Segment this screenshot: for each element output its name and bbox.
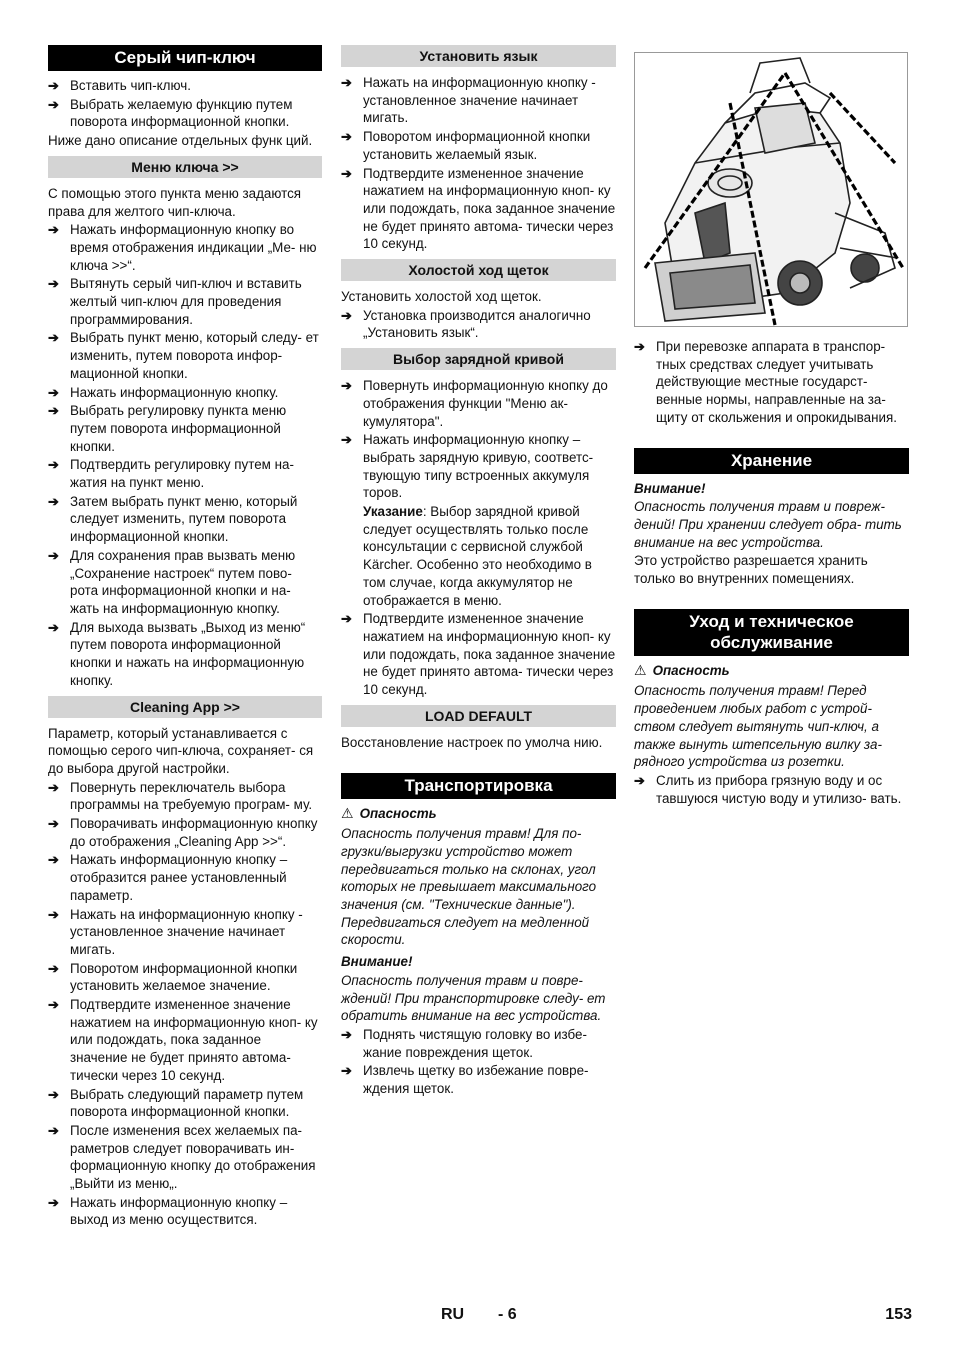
paragraph: С помощью этого пункта меню задаются права для желтого чип-ключа. [48,185,302,219]
list-item: ➔ Поворотом информационной кнопки установить желаемое значение. [48,960,298,994]
note-text: : Выбор зарядной кривой следует осуществлять только после консультации с сервисной службой Kärcher. Особенно это необходимо в том случае, когда аккумулятор не отображается в меню. [363,504,592,608]
danger-label: ⚠ Опасность [341,804,437,821]
heading-transport: Транспортировка [341,773,616,799]
warning-triangle-icon: ⚠ [341,804,354,821]
list-item: ➔ Подтвердите измененное значение нажатием на информационную кноп- ку или подождать, пока заданное значение не будет принято автома- тически через 10 секунд. [341,165,616,252]
list-item: ➔ Выбрать желаемую функцию путем поворота информационной кнопки. [48,96,293,130]
list-item: ➔ Затем выбрать пункт меню, который следует изменить, путем поворота информационной кнопки. [48,493,298,545]
list-item: ➔ Нажать на информационную кнопку - установленное значение начинает мигать. [48,906,303,957]
danger-text: Опасность получения травм! Перед проведением любых работ с устрой- ством следует вытянуть чип-ключ, а также вынуть штепсельную вилку за- рядного устройства из розетки. [634,683,882,770]
heading-charge-curve: Выбор зарядной кривой [341,348,616,370]
list-item: ➔ После изменения всех желаемых па- раметров следует поворачивать ин- формационную кнопку до отображения „Выйти из меню„. [48,1122,316,1192]
heading-load-default: LOAD DEFAULT [341,705,616,727]
arrow-right-icon: ➔ [48,403,59,419]
list-item: ➔ Выбрать пункт меню, который следу- ет изменить, путем поворота инфор- мационной кнопки. [48,330,319,381]
list-item: ➔ Повернуть информационную кнопку до отображения функции "Меню ак- кумулятора". [341,378,608,429]
list-item: ➔ Выбрать следующий параметр путем поворота информационной кнопки. [48,1086,304,1120]
list-item: ➔ Поднять чистящую головку во избе- жание повреждения щеток. [341,1026,587,1060]
arrow-right-icon: ➔ [341,378,352,394]
arrow-right-icon: ➔ [48,78,59,93]
heading-cleaning-app: Cleaning App >> [48,696,322,718]
arrow-right-icon: ➔ [634,772,645,788]
arrow-right-icon: ➔ [48,960,59,976]
list-item: ➔ Подтвердить регулировку путем на- жатия на пункт меню. [48,457,294,491]
heading-set-language: Установить язык [341,45,616,67]
list-item: ➔ Выбрать регулировку пункта меню путем поворота информационной кнопки. [48,403,287,454]
arrow-right-icon: ➔ [48,906,59,922]
attention-label: Внимание! [634,480,706,496]
arrow-right-icon: ➔ [48,222,59,238]
list-item: ➔ Нажать информационную кнопку во время отображения индикации „Ме- ню ключа >>“. [48,222,317,273]
list-item: ➔ При перевозке аппарата в транспор- тных средствах следует учитывать действующие местные государст- венные нормы, направленные на за- щиту от скольжения и опрокидывания. [634,339,897,425]
list-item: ➔ Для выхода вызвать „Выход из меню“ путем поворота информационной кнопки и нажать на информационную кнопку. [48,619,306,688]
list-item: ➔ Нажать информационную кнопку – отобразится ранее установленный параметр. [48,852,288,903]
arrow-right-icon: ➔ [48,384,59,400]
column-1 [48,45,322,1230]
arrow-right-icon: ➔ [341,165,352,181]
arrow-right-icon: ➔ [341,307,352,323]
arrow-right-icon: ➔ [48,547,59,563]
danger-label: ⚠ Опасность [634,661,730,678]
machine-transport-illustration [634,52,908,327]
list-item: ➔ Извлечь щетку во избежание повре- ждения щеток. [341,1063,589,1097]
arrow-right-icon: ➔ [48,816,59,832]
arrow-right-icon: ➔ [48,276,59,292]
arrow-right-icon: ➔ [48,779,59,795]
warning-triangle-icon: ⚠ [634,661,647,678]
arrow-right-icon: ➔ [634,339,645,354]
heading-key-menu: Меню ключа >> [48,156,322,178]
paragraph: Параметр, который устанавливается с помощью серого чип-ключа, сохраняет- ся до выбора другой настройки. [48,725,314,776]
heading-grey-chip-key: Серый чип-ключ [48,45,322,71]
attention-text: Опасность получения травм и повреж- дений! При хранении следует обра- тить внимание на вес устройства. [634,499,902,550]
arrow-right-icon: ➔ [48,852,59,868]
arrow-right-icon: ➔ [48,1194,59,1210]
arrow-right-icon: ➔ [341,75,352,90]
list-item: ➔ Подтвердите измененное значение нажатием на информационную кноп- ку или подождать, пока заданное значение не будет принято автома- тически через 10 секунд. [341,611,616,698]
list-item: ➔ Для сохранения прав вызвать меню „Сохранение настроек“ путем пово- рота информационной кнопки и на- жать на информационную кнопку. [48,547,296,616]
arrow-right-icon: ➔ [48,457,59,473]
language-code: RU [441,1306,465,1323]
list-item: ➔ Поворачивать информационную кнопку до отображения „Cleaning App >>“. [48,816,318,849]
note-label: Указание [363,504,423,520]
list-item: ➔ Подтвердите измененное значение нажатием на информационную кноп- ку или подождать, пока заданное значение не будет принято автома- тически через 10 секунд. [48,997,318,1083]
arrow-right-icon: ➔ [48,1086,59,1102]
arrow-right-icon: ➔ [48,619,59,635]
section-page: - 6 [498,1306,517,1323]
list-item: ➔ Поворотом информационной кнопки установить желаемый язык. [341,129,591,162]
arrow-right-icon: ➔ [48,330,59,346]
paragraph: Это устройство разрешается хранить только во внутренних помещениях. [634,553,868,587]
arrow-right-icon: ➔ [341,129,352,145]
arrow-right-icon: ➔ [341,432,352,448]
arrow-right-icon: ➔ [48,96,59,112]
arrow-right-icon: ➔ [48,997,59,1013]
page-number: 153 [885,1306,912,1323]
page-footer [0,1306,954,1328]
list-item: ➔ Вставить чип-ключ. [48,78,191,93]
list-item: ➔ Установка производится аналогично „Установить язык“. [341,307,591,341]
arrow-right-icon: ➔ [48,493,59,509]
list-item: ➔ Повернуть переключатель выбора программы на требуемую програм- му. [48,779,313,813]
list-item: ➔ Нажать информационную кнопку – выход из меню осуществится. [48,1194,288,1228]
note [341,503,616,609]
list-item: ➔ Нажать информационную кнопку – выбрать зарядную кривую, соответс- твующую типу встроенных аккумуля торов. [341,432,594,501]
arrow-right-icon: ➔ [341,1026,352,1042]
arrow-right-icon: ➔ [341,1063,352,1079]
danger-text: Опасность получения травм! Для по- грузки/выгрузки устройство может передвигаться только на склонах, угол которых не превышает максимального значения (см. "Технические данные"). Передвигаться следует на медленной скорости. [341,826,597,948]
heading-care-maintenance: Уход и техническое обслуживание [634,609,909,656]
paragraph: Ниже дано описание отдельных функ ций. [48,133,313,149]
paragraph: Установить холостой ход щеток. [341,289,542,305]
column-2 [341,45,616,1099]
list-item: ➔ Нажать на информационную кнопку - установленное значение начинает мигать. [341,75,596,126]
list-item: ➔ Вытянуть серый чип-ключ и вставить желтый чип-ключ для проведения программирования. [48,276,302,327]
list-item: ➔ Нажать информационную кнопку. [48,384,279,400]
attention-text: Опасность получения травм и повре- ждений! При транспортировке следу- ет обратить внимание на вес устройства. [341,972,606,1024]
column-3 [634,45,909,808]
arrow-right-icon: ➔ [341,611,352,627]
heading-brush-idle: Холостой ход щеток [341,259,616,281]
paragraph: Восстановление настроек по умолча нию. [341,734,603,750]
heading-storage: Хранение [634,448,909,474]
attention-label: Внимание! [341,954,413,970]
list-item: ➔ Слить из прибора грязную воду и ос тавшуюся чистую воду и утилизо- вать. [634,772,902,806]
arrow-right-icon: ➔ [48,1122,59,1138]
